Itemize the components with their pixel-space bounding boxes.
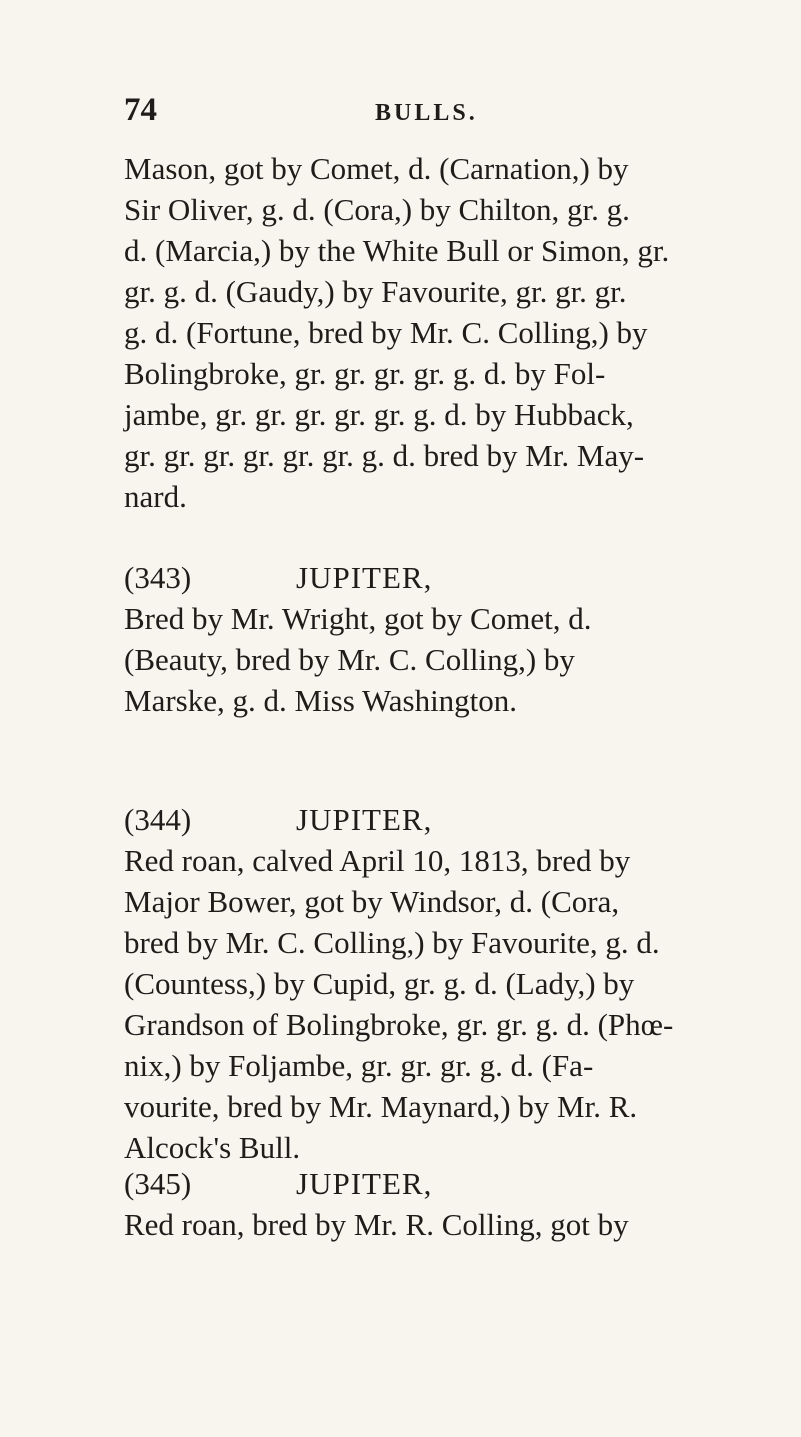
entry-name: JUPITER,	[296, 560, 433, 595]
text-line: g. d. (Fortune, bred by Mr. C. Colling,) by	[124, 315, 648, 350]
text-line: nard.	[124, 479, 187, 514]
text-line: gr. g. d. (Gaudy,) by Favourite, gr. gr. gr.	[124, 274, 627, 309]
entry-name: JUPITER,	[296, 1166, 433, 1201]
continuation-paragraph	[124, 148, 744, 517]
text-line: nix,) by Foljambe, gr. gr. gr. g. d. (Fa-	[124, 1048, 594, 1083]
text-line: Sir Oliver, g. d. (Cora,) by Chilton, gr. g.	[124, 192, 630, 227]
entry-345	[124, 1163, 744, 1245]
text-line: jambe, gr. gr. gr. gr. gr. g. d. by Hubback,	[124, 397, 634, 432]
entry-number: (345)	[124, 1166, 192, 1201]
text-line: (Countess,) by Cupid, gr. g. d. (Lady,) by	[124, 966, 635, 1001]
text-line: d. (Marcia,) by the White Bull or Simon, gr.	[124, 233, 670, 268]
entry-heading	[124, 799, 744, 840]
text-line: gr. gr. gr. gr. gr. gr. g. d. bred by Mr. May-	[124, 438, 645, 473]
text-line: Bolingbroke, gr. gr. gr. gr. g. d. by Fol-	[124, 356, 606, 391]
text-line: Red roan, bred by Mr. R. Colling, got by	[124, 1207, 629, 1242]
page-header	[124, 92, 744, 132]
text-line: Bred by Mr. Wright, got by Comet, d.	[124, 601, 592, 636]
text-line: Grandson of Bolingbroke, gr. gr. g. d. (Phœ-	[124, 1007, 674, 1042]
text-line: Alcock's Bull.	[124, 1130, 301, 1165]
text-line: Mason, got by Comet, d. (Carnation,) by	[124, 151, 629, 186]
text-line: (Beauty, bred by Mr. C. Colling,) by	[124, 642, 575, 677]
page-number: 74	[124, 92, 157, 128]
running-head: BULLS.	[375, 100, 478, 126]
entry-heading	[124, 1163, 744, 1204]
entry-name: JUPITER,	[296, 802, 433, 837]
entry-344	[124, 799, 744, 1168]
text-line: bred by Mr. C. Colling,) by Favourite, g. d.	[124, 925, 660, 960]
text-line: Major Bower, got by Windsor, d. (Cora,	[124, 884, 620, 919]
entry-heading	[124, 557, 744, 598]
text-line: Red roan, calved April 10, 1813, bred by	[124, 843, 631, 878]
text-line: Marske, g. d. Miss Washington.	[124, 683, 518, 718]
entry-343	[124, 557, 744, 721]
entry-number: (344)	[124, 802, 192, 837]
entry-number: (343)	[124, 560, 192, 595]
text-line: vourite, bred by Mr. Maynard,) by Mr. R.	[124, 1089, 638, 1124]
